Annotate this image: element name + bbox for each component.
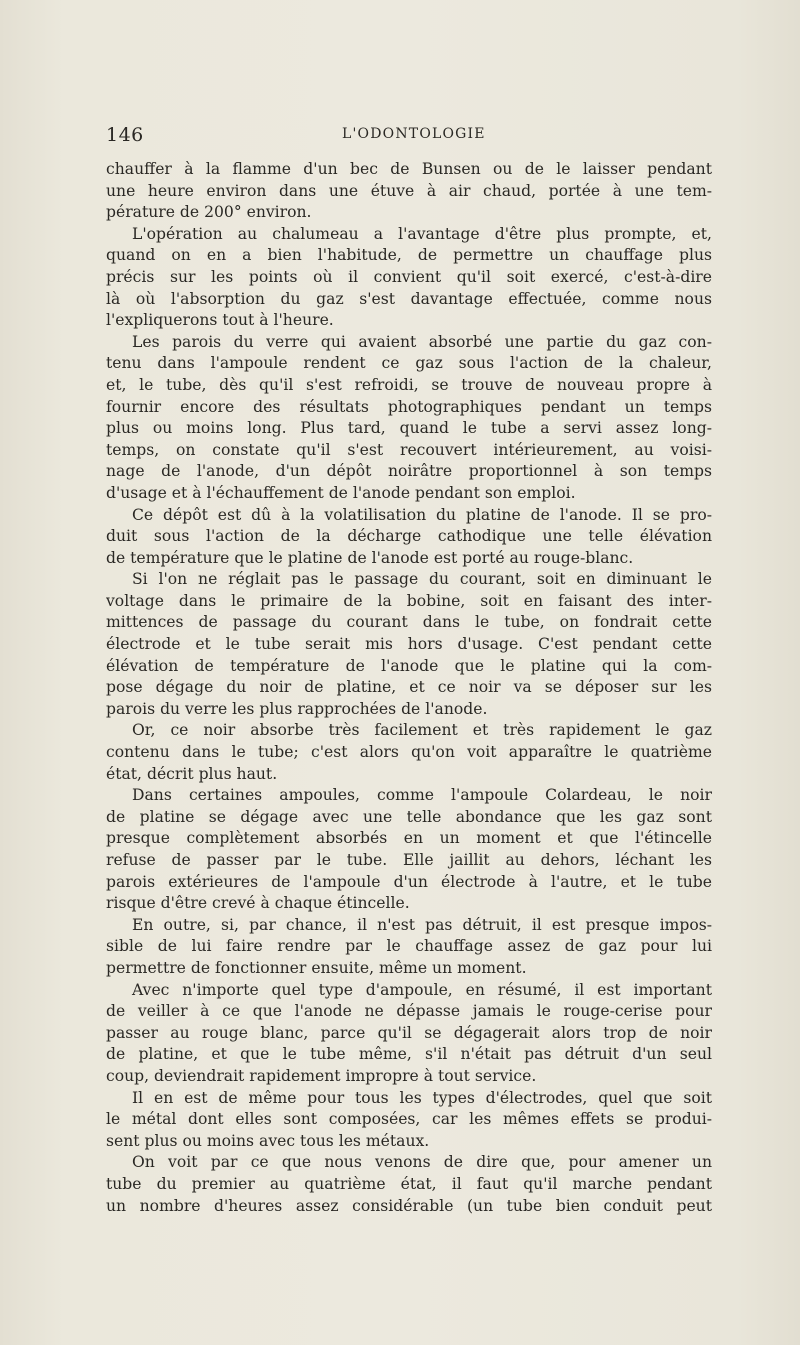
text-line: Les parois du verre qui avaient absorbé une partie du gaz con- — [132, 332, 712, 351]
body-text — [106, 159, 712, 1217]
text-line: pose dégage du noir de platine, et ce noir va se déposer sur les — [106, 678, 712, 697]
text-line: de température que le platine de l'anode est porté au rouge-blanc. — [106, 548, 634, 567]
text-line: risque d'être crevé à chaque étincelle. — [106, 894, 410, 913]
text-line: mittences de passage du courant dans le tube, on fondrait cette — [106, 613, 712, 632]
page-header — [106, 124, 712, 148]
text-line: L'opération au chalumeau a l'avantage d'être plus prompte, et, — [132, 224, 712, 243]
text-line: sible de lui faire rendre par le chauffage assez de gaz pour lui — [106, 937, 712, 956]
text-line: état, décrit plus haut. — [106, 764, 278, 783]
text-line: élévation de température de l'anode que le platine qui la com- — [106, 656, 712, 675]
text-line: quand on en a bien l'habitude, de permettre un chauffage plus — [106, 246, 712, 265]
running-title: L'ODONTOLOGIE — [342, 126, 486, 142]
text-line: parois extérieures de l'ampoule d'un électrode à l'autre, et le tube — [106, 872, 712, 891]
text-line: voltage dans le primaire de la bobine, soit en faisant des inter- — [106, 591, 712, 610]
text-line: temps, on constate qu'il s'est recouvert intérieurement, au voisi- — [106, 440, 712, 459]
text-line: On voit par ce que nous venons de dire que, pour amener un — [132, 1153, 712, 1172]
text-line: Si l'on ne réglait pas le passage du courant, soit en diminuant le — [132, 570, 712, 589]
text-line: d'usage et à l'échauffement de l'anode pendant son emploi. — [106, 483, 576, 502]
text-line: refuse de passer par le tube. Elle jaillit au dehors, léchant les — [106, 851, 712, 869]
text-line: Il en est de même pour tous les types d'électrodes, quel que soit — [132, 1088, 712, 1107]
text-line: Or, ce noir absorbe très facilement et très rapidement le gaz — [132, 721, 712, 740]
text-line: électrode et le tube serait mis hors d'usage. C'est pendant cette — [106, 635, 712, 654]
text-line: pérature de 200° environ. — [106, 203, 312, 222]
text-line: plus ou moins long. Plus tard, quand le tube a servi assez long- — [106, 419, 712, 438]
text-line: tube du premier au quatrième état, il faut qu'il marche pendant — [106, 1174, 712, 1193]
text-line: tenu dans l'ampoule rendent ce gaz sous l'action de la chaleur, — [106, 354, 712, 373]
text-line: fournir encore des résultats photographiques pendant un temps — [106, 397, 712, 416]
text-line: une heure environ dans une étuve à air chaud, portée à une tem- — [106, 181, 712, 200]
text-line: coup, deviendrait rapidement impropre à tout service. — [106, 1066, 537, 1085]
text-line: le métal dont elles sont composées, car les mêmes effets se produi- — [106, 1110, 712, 1129]
text-line: Dans certaines ampoules, comme l'ampoule Colardeau, le noir — [132, 786, 712, 805]
text-line: En outre, si, par chance, il n'est pas détruit, il est presque impos- — [132, 915, 712, 934]
text-line: chauffer à la flamme d'un bec de Bunsen ou de le laisser pendant — [106, 160, 712, 178]
text-line: là où l'absorption du gaz s'est davantage effectuée, comme nous — [106, 289, 712, 308]
text-line: passer au rouge blanc, parce qu'il se dégagerait alors trop de noir — [106, 1023, 712, 1042]
text-line: duit sous l'action de la décharge cathodique une telle élévation — [106, 527, 712, 546]
text-line: permettre de fonctionner ensuite, même un moment. — [106, 958, 527, 977]
text-line: Ce dépôt est dû à la volatilisation du platine de l'anode. Il se pro- — [132, 505, 712, 524]
text-line: l'expliquerons tout à l'heure. — [106, 311, 334, 330]
page-number: 146 — [106, 124, 144, 146]
text-line: de platine se dégage avec une telle abondance que les gaz sont — [106, 807, 712, 826]
text-line: de veiller à ce que l'anode ne dépasse jamais le rouge-cerise pour — [106, 1002, 712, 1021]
text-line: parois du verre les plus rapprochées de l'anode. — [106, 699, 488, 718]
text-line: et, le tube, dès qu'il s'est refroidi, se trouve de nouveau propre à — [106, 375, 712, 394]
text-line: nage de l'anode, d'un dépôt noirâtre proportionnel à son temps — [106, 462, 712, 481]
text-line: presque complètement absorbés en un moment et que l'étincelle — [106, 829, 712, 848]
text-line: un nombre d'heures assez considérable (un tube bien conduit peut — [106, 1196, 712, 1215]
text-line: précis sur les points où il convient qu'il soit exercé, c'est-à-dire — [106, 267, 712, 286]
text-line: de platine, et que le tube même, s'il n'était pas détruit d'un seul — [106, 1045, 712, 1064]
text-line: sent plus ou moins avec tous les métaux. — [106, 1131, 430, 1150]
text-line: Avec n'importe quel type d'ampoule, en résumé, il est important — [132, 980, 712, 999]
text-line: contenu dans le tube; c'est alors qu'on voit apparaître le quatrième — [106, 743, 712, 762]
